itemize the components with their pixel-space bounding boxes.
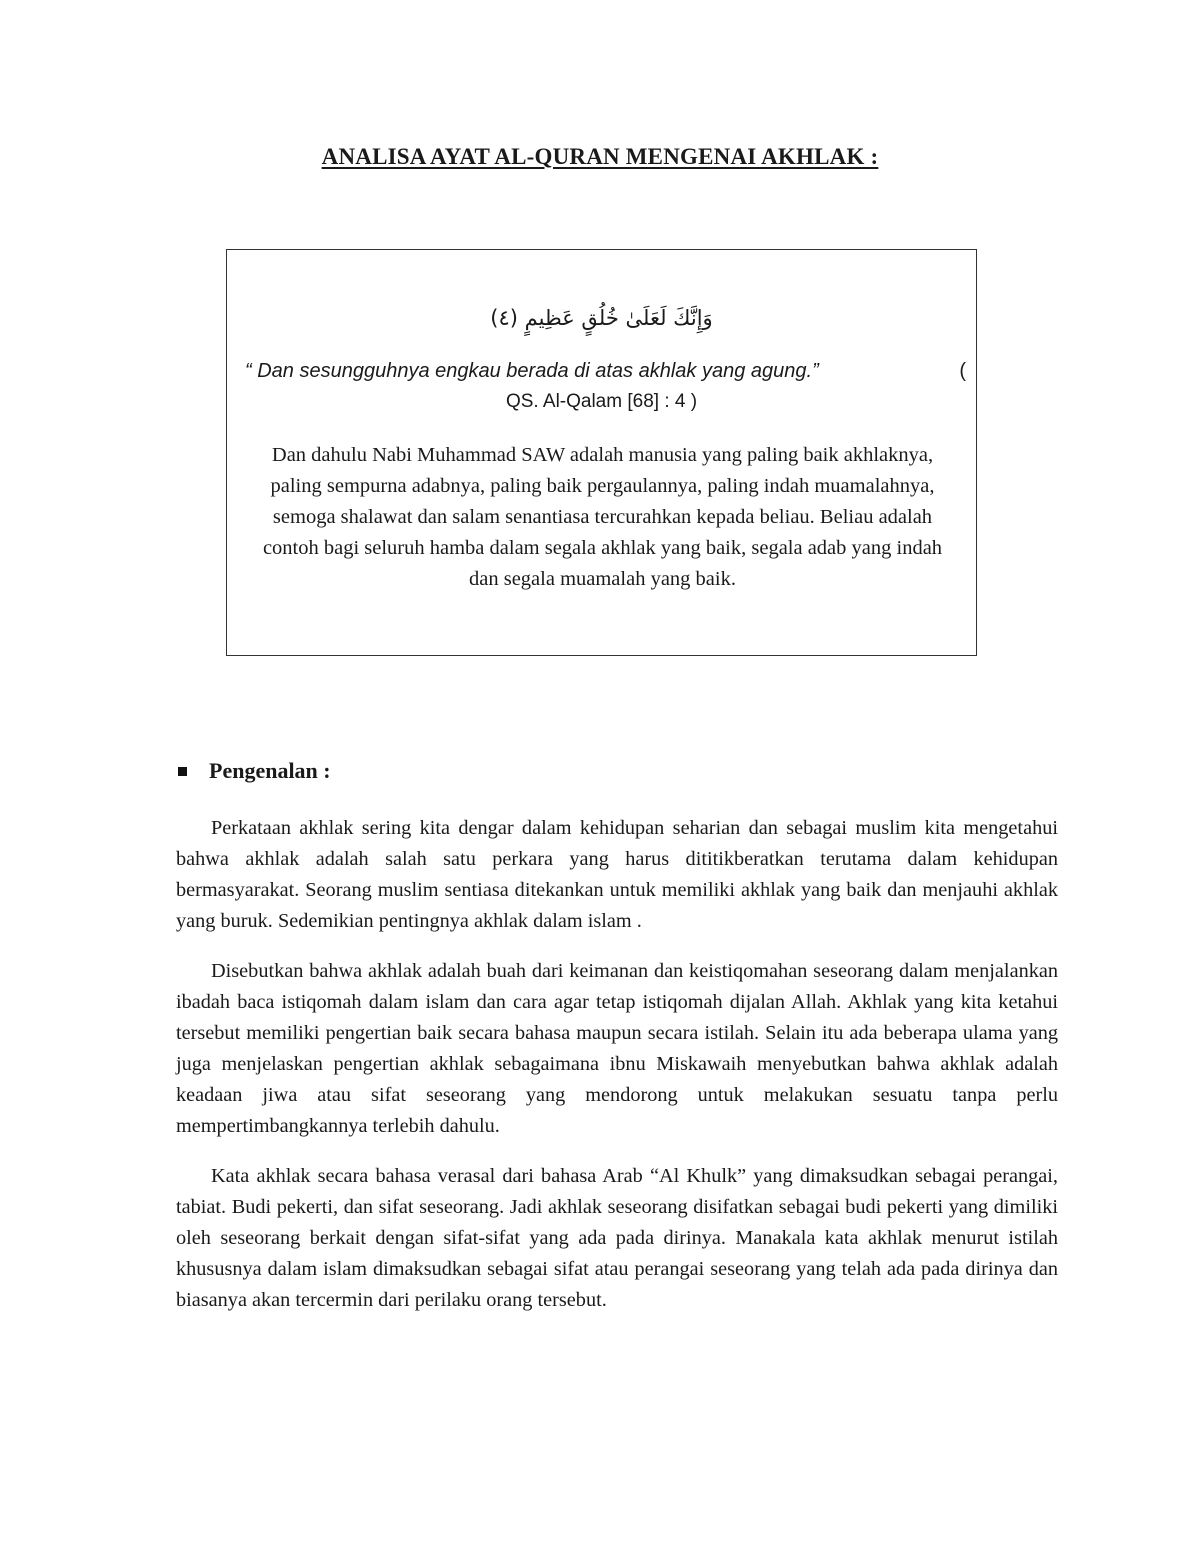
arabic-verse: وَإِنَّكَ لَعَلَىٰ خُلُقٍ عَظِيمٍ (٤) [490, 306, 713, 330]
section-heading-label: Pengenalan : [209, 758, 331, 783]
body-paragraph-2: Disebutkan bahwa akhlak adalah buah dari keimanan dan keistiqomahan seseorang dalam menjalankan ibadah baca istiqomah dalam islam dan cara agar tetap istiqomah dijalan Allah. Akhlak yang kita ketahui tersebut memiliki pengertian baik secara bahasa maupun secara istilah. Selain itu ada beberapa ulama yang juga menjelaskan pengertian akhlak sebagaimana ibnu Miskawaih menyebutkan bahwa akhlak adalah keadaan jiwa atau sifat seseorang yang mendorong untuk melakukan sesuatu tanpa perlu mempertimbangkannya terlebih dahulu. [176, 960, 1058, 1137]
verse-box [226, 249, 977, 656]
citation-open-paren: ( [959, 360, 966, 382]
verse-commentary: Dan dahulu Nabi Muhammad SAW adalah manusia yang paling baik akhlaknya, paling sempurna adabnya, paling baik pergaulannya, paling indah muamalahnya, semoga shalawat dan salam senantiasa tercurahkan kepada beliau. Beliau adalah contoh bagi seluruh hamba dalam segala akhlak yang baik, segala adab yang indah dan segala muamalah yang baik. [262, 444, 943, 590]
section-heading [178, 758, 331, 784]
body-paragraph-1: Perkataan akhlak sering kita dengar dalam kehidupan seharian dan sebagai muslim kita mengetahui bahwa akhlak adalah salah satu perkara yang harus dititikberatkan terutama dalam kehidupan bermasyarakat. Seorang muslim sentiasa ditekankan untuk memiliki akhlak yang baik dan menjauhi akhlak yang buruk. Sedemikian pentingnya akhlak dalam islam . [176, 817, 1058, 932]
verse-translation: “ Dan sesungguhnya engkau berada di atas akhlak yang agung.” [245, 360, 819, 382]
page-title: ANALISA AYAT AL-QURAN MENGENAI AKHLAK : [321, 144, 879, 169]
body-paragraph-3: Kata akhlak secara bahasa verasal dari bahasa Arab “Al Khulk” yang dimaksudkan sebagai perangai, tabiat. Budi pekerti, dan sifat seseorang. Jadi akhlak seseorang disifatkan sebagai budi pekerti yang dimiliki oleh seseorang berkait dengan sifat-sifat yang ada pada dirinya. Manakala kata akhlak menurut istilah khususnya dalam islam dimaksudkan sebagai sifat atau perangai seseorang yang telah ada pada dirinya dan biasanya akan tercermin dari perilaku orang tersebut. [176, 1165, 1058, 1311]
square-bullet-icon [178, 767, 187, 776]
verse-citation: QS. Al-Qalam [68] : 4 ) [505, 391, 698, 412]
